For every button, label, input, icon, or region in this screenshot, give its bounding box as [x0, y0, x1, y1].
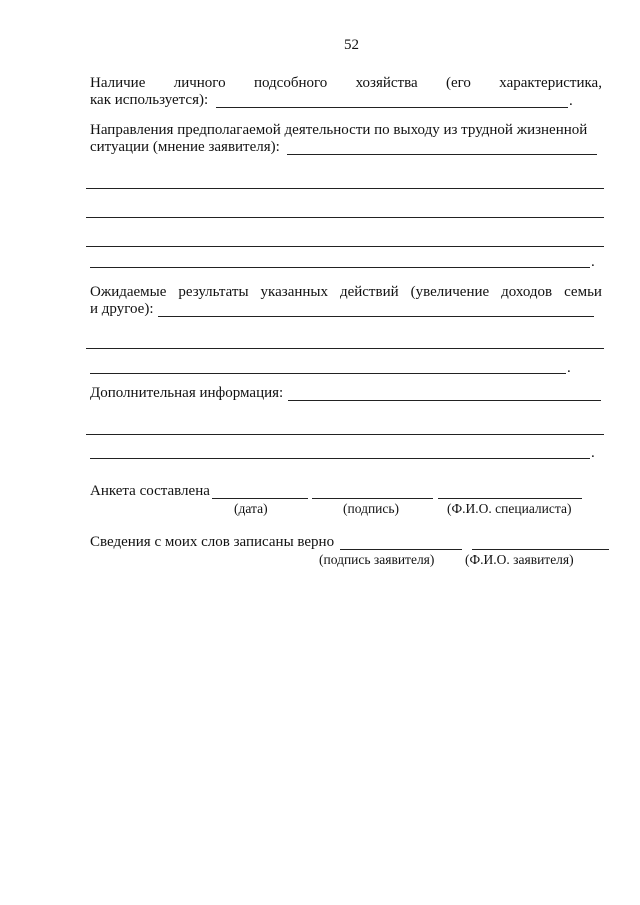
survey-label: Анкета составлена: [90, 483, 210, 499]
farm-period: .: [569, 93, 573, 109]
survey-specialist-caption: (Ф.И.О. специалиста): [447, 501, 572, 516]
results-answer-line[interactable]: [86, 348, 604, 349]
directions-period: .: [591, 254, 595, 270]
directions-question-line2: ситуации (мнение заявителя):: [90, 139, 280, 155]
confirm-applicant-name-field[interactable]: [472, 549, 609, 550]
survey-signature-caption: (подпись): [343, 501, 400, 516]
additional-answer-line[interactable]: [86, 434, 604, 435]
additional-answer-field[interactable]: [288, 400, 601, 401]
page-number: 52: [344, 37, 359, 53]
survey-date-field[interactable]: [212, 498, 308, 499]
additional-label: Дополнительная информация:: [90, 385, 284, 401]
farm-answer-field[interactable]: [216, 107, 568, 108]
confirm-applicant-caption: (Ф.И.О. заявителя): [465, 552, 574, 567]
farm-question-line2: как используется):: [90, 92, 209, 108]
survey-specialist-name-field[interactable]: [438, 498, 582, 499]
survey-signature-field[interactable]: [312, 498, 433, 499]
results-answer-field[interactable]: [158, 316, 594, 317]
directions-answer-line[interactable]: [90, 267, 590, 268]
results-period: .: [567, 360, 571, 376]
directions-question-line1: Направления предполагаемой деятельности по выходу из трудной жизненной: [90, 122, 588, 138]
additional-answer-line[interactable]: [90, 458, 590, 459]
results-answer-line[interactable]: [90, 373, 566, 374]
directions-answer-field[interactable]: [287, 154, 597, 155]
results-question-line1: Ожидаемые результаты указанных действий (увеличение доходов семьи: [90, 284, 602, 300]
directions-answer-line[interactable]: [86, 246, 604, 247]
results-question-line2: и другое):: [90, 301, 154, 317]
confirm-signature-field[interactable]: [340, 549, 462, 550]
confirm-label: Сведения с моих слов записаны верно: [90, 534, 335, 550]
additional-period: .: [591, 445, 595, 461]
confirm-signature-caption: (подпись заявителя): [319, 552, 435, 567]
farm-question-line1: Наличие личного подсобного хозяйства (его характеристика,: [90, 75, 602, 91]
directions-answer-line[interactable]: [86, 217, 604, 218]
survey-date-caption: (дата): [234, 501, 268, 516]
directions-answer-line[interactable]: [86, 188, 604, 189]
